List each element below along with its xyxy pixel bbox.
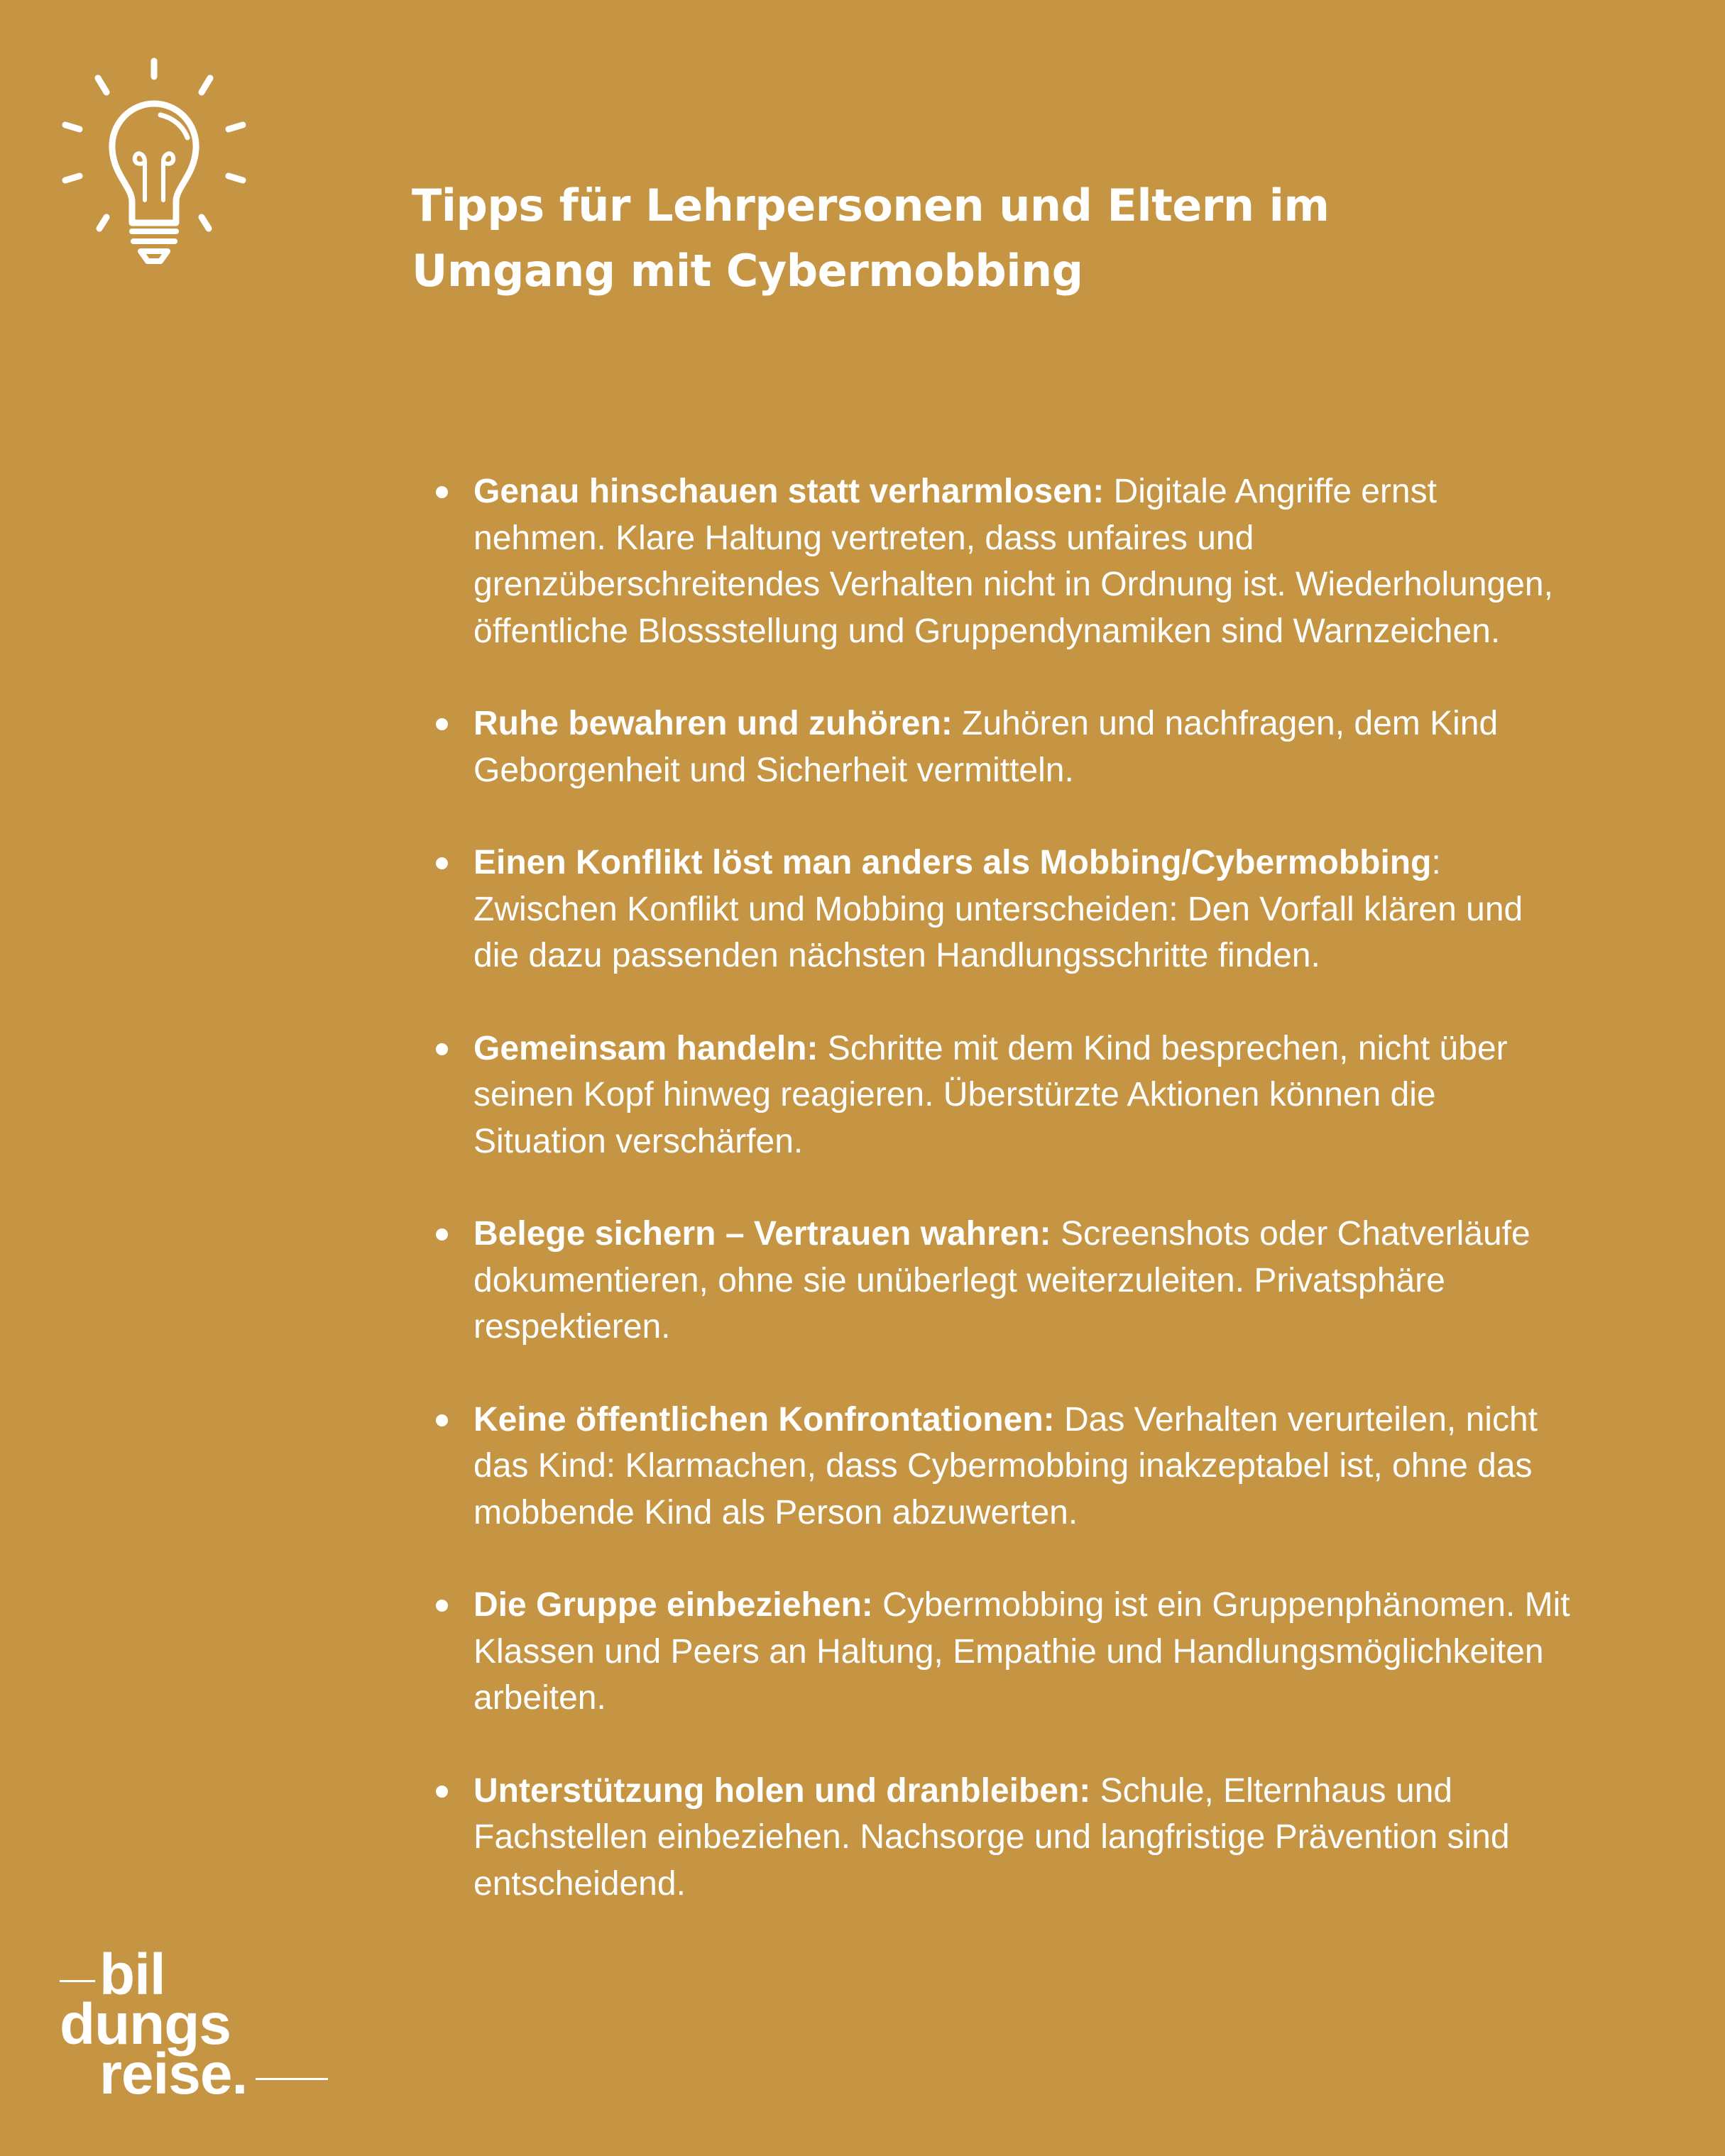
tip-heading: Einen Konflikt löst man anders als Mobbing/Cybermobbing — [473, 844, 1432, 881]
tip-text: Zuhören und nachfragen, dem Kind Geborgenheit und Sicherheit vermitteln. — [473, 705, 1499, 789]
bullet-icon — [436, 486, 448, 498]
list-item — [433, 1397, 1576, 1536]
bullet-icon — [436, 1786, 448, 1798]
tip-heading: Belege sichern – Vertrauen wahren: — [473, 1215, 1051, 1253]
tip-heading: Genau hinschauen statt verharmlosen: — [473, 473, 1105, 510]
bullet-icon — [436, 718, 448, 730]
logo-rule-right — [256, 2078, 328, 2080]
page-title: Tipps für Lehrpersonen und Eltern im Umgang mit Cybermobbing — [412, 180, 1330, 297]
bullet-icon — [436, 1043, 448, 1055]
bullet-icon — [436, 1414, 448, 1426]
brand-logo — [60, 1942, 329, 2106]
tip-text: Das Verhalten verurteilen, nicht das Kind: Klarmachen, dass Cybermobbing inakzeptabel ist, ohne das mobbende Kind als Person abzuwerten. — [473, 1400, 1538, 1531]
tip-heading: Unterstützung holen und dranbleiben: — [473, 1771, 1091, 1810]
tip-text: Screenshots oder Chatverläufe dokumentieren, ohne sie unüberlegt weiterzuleiten. Privatsphäre respektieren. — [473, 1215, 1530, 1346]
list-item — [433, 1768, 1576, 1908]
list-item — [433, 840, 1576, 979]
tip-heading: Keine öffentlichen Konfrontationen: — [473, 1400, 1055, 1439]
tips-list — [433, 468, 1576, 1953]
bullet-icon — [436, 1228, 448, 1241]
tip-text: : Zwischen Konflikt und Mobbing unterscheiden: Den Vorfall klären und die dazu passenden nächsten Handlungsschritte finden. — [473, 844, 1523, 974]
logo-rule-left — [60, 1980, 95, 1982]
bullet-icon — [436, 857, 448, 869]
logo-line-1: bil — [99, 1942, 165, 2007]
logo-line-2: dungs — [60, 1992, 231, 2057]
tip-text: Schritte mit dem Kind besprechen, nicht über seinen Kopf hinweg reagieren. Überstürzte Aktionen können die Situation verschärfen. — [473, 1029, 1508, 1160]
list-item — [433, 1582, 1576, 1722]
bullet-icon — [436, 1600, 448, 1612]
list-item — [433, 1025, 1576, 1165]
list-item — [433, 700, 1576, 793]
tip-text: Schule, Elternhaus und Fachstellen einbeziehen. Nachsorge und langfristige Prävention sind entscheidend. — [473, 1771, 1510, 1903]
tip-text: Cybermobbing ist ein Gruppenphänomen. Mit Klassen und Peers an Haltung, Empathie und Handlungsmöglichkeiten arbeiten. — [473, 1586, 1570, 1717]
list-item — [433, 468, 1576, 654]
logo-line-3: reise. — [99, 2042, 248, 2106]
list-item — [433, 1211, 1576, 1351]
tip-text: Digitale Angriffe ernst nehmen. Klare Haltung vertreten, dass unfaires und grenzüberschreitendes Verhalten nicht in Ordnung ist. Wiederholungen, öffentliche Blossstellung und Gruppendynamiken sind Warnzeichen. — [473, 473, 1553, 650]
tip-heading: Die Gruppe einbeziehen: — [473, 1586, 873, 1624]
tip-heading: Gemeinsam handeln: — [473, 1029, 818, 1067]
lightbulb-icon — [57, 55, 250, 275]
tip-heading: Ruhe bewahren und zuhören: — [473, 705, 953, 742]
